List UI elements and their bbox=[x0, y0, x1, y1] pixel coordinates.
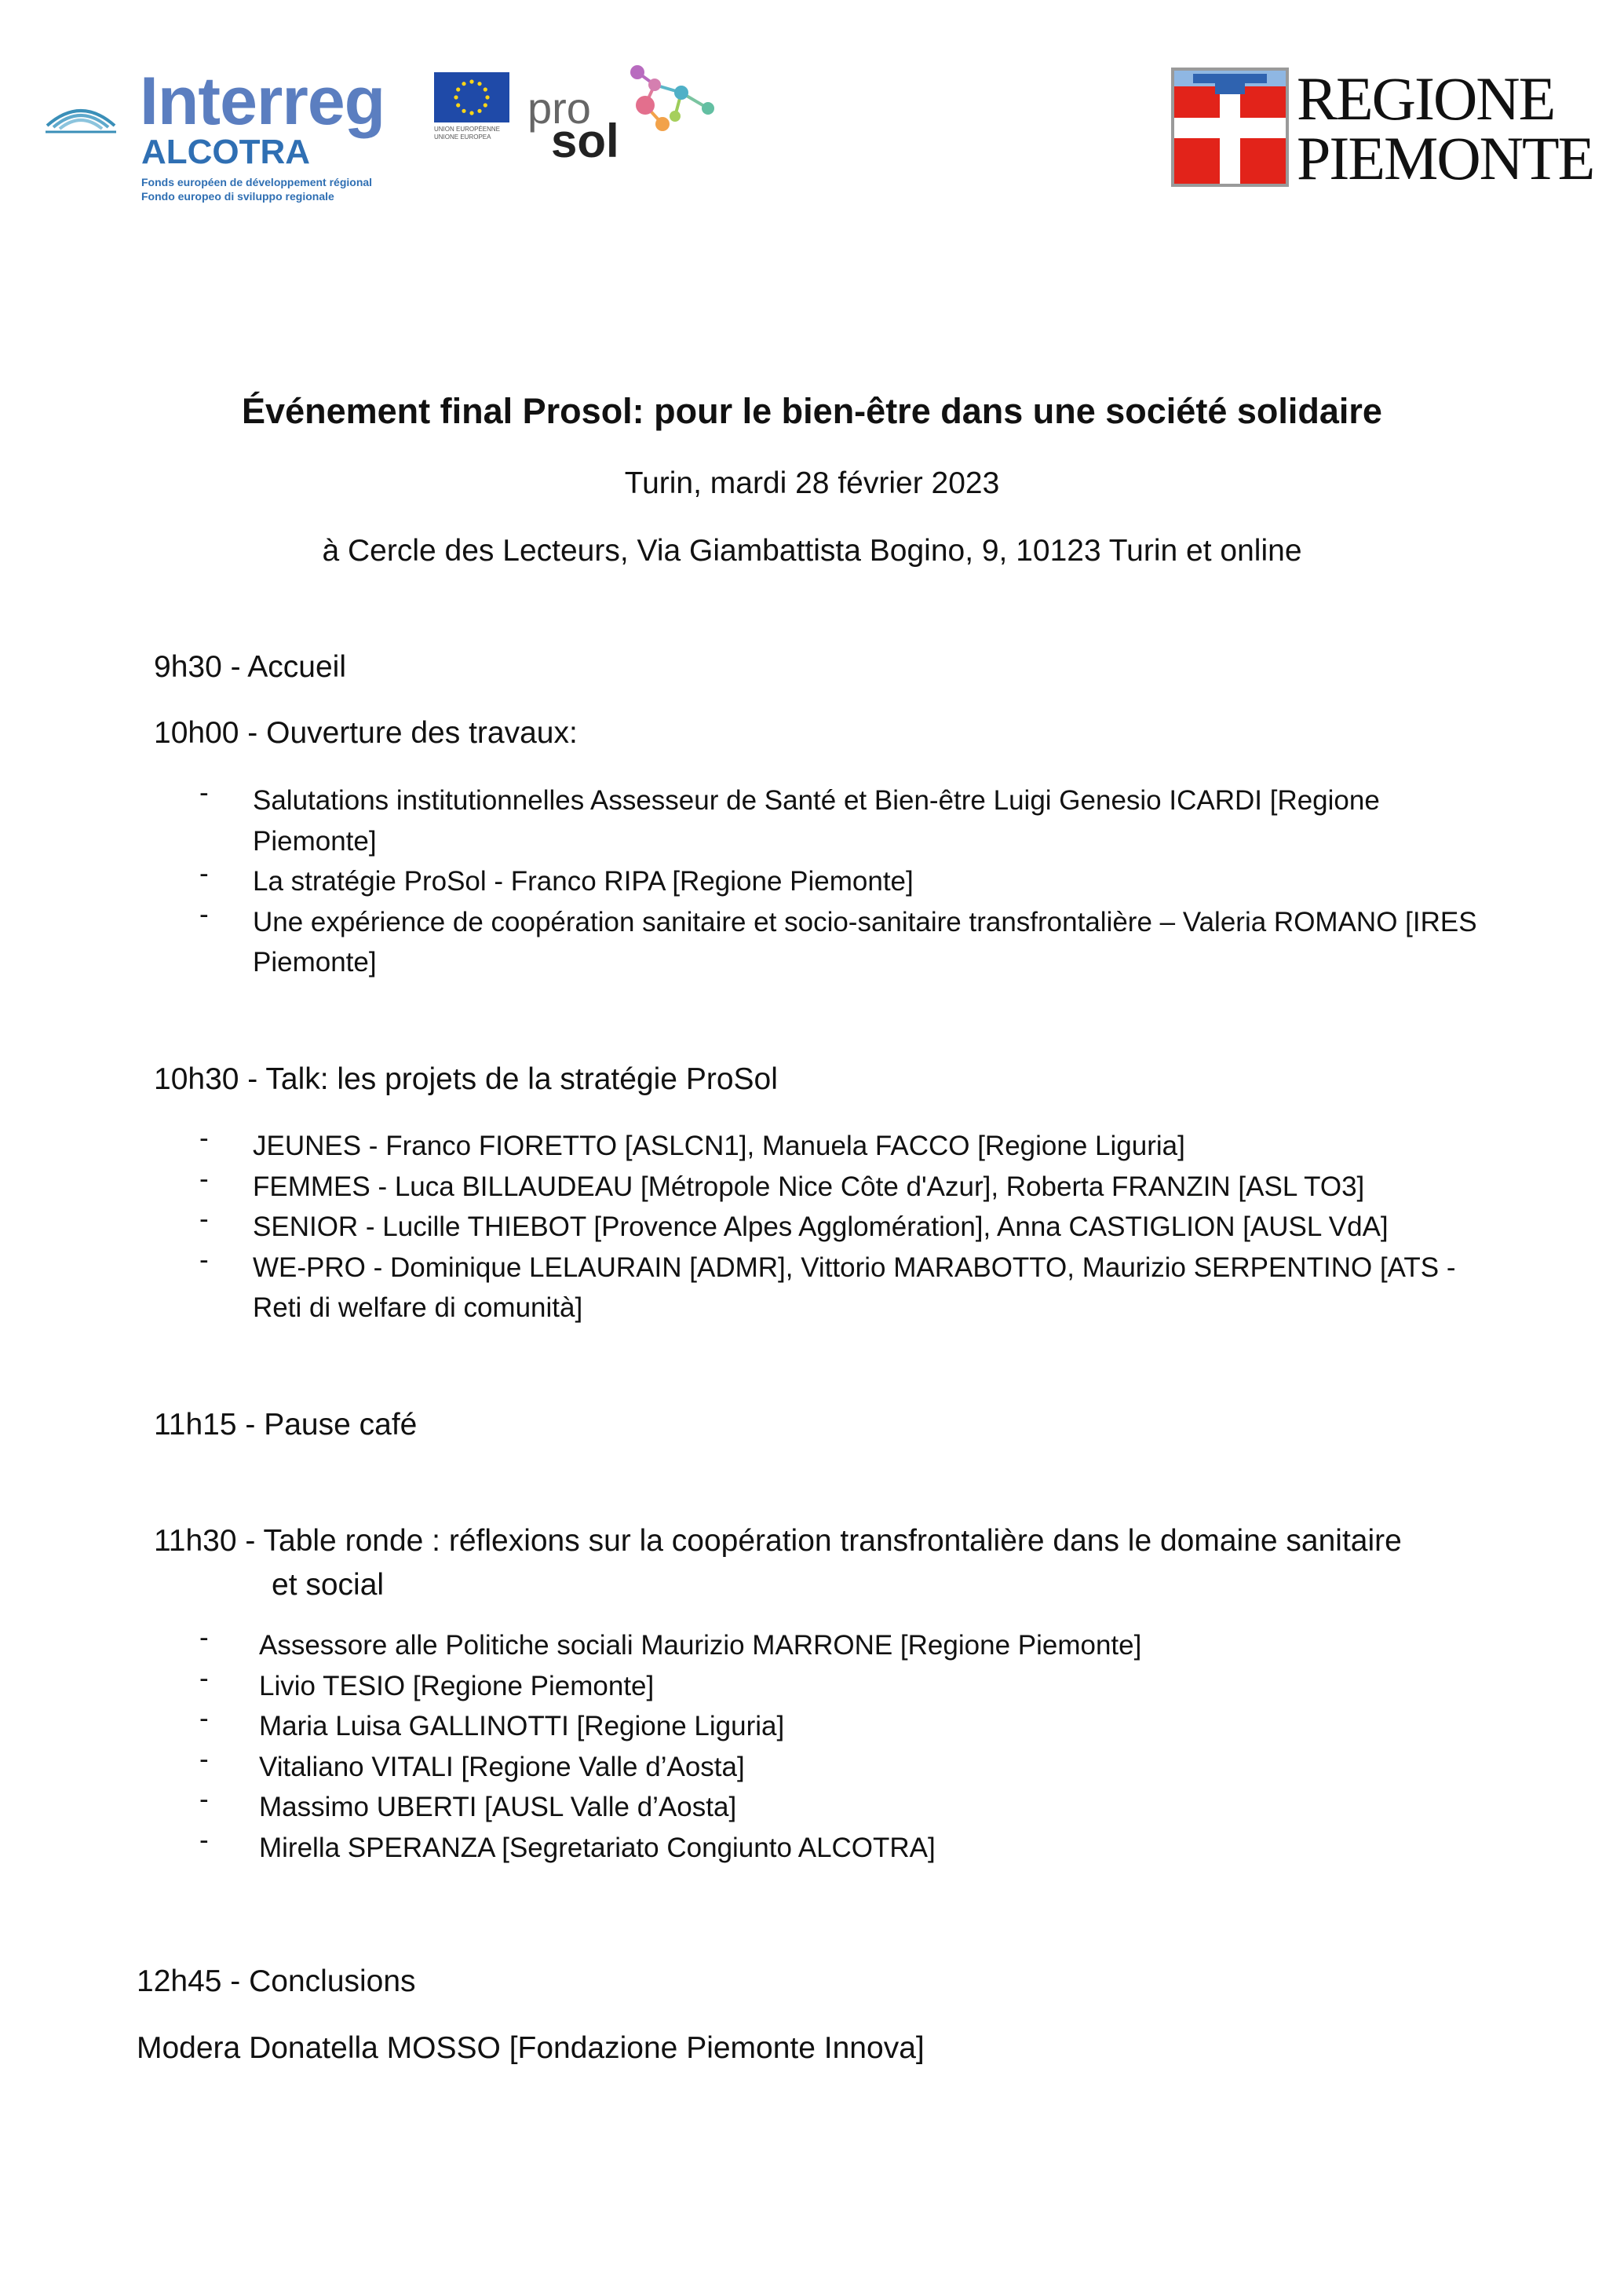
agenda-welcome: 9h30 - Accueil bbox=[154, 650, 346, 684]
agenda-break: 11h15 - Pause café bbox=[154, 1408, 418, 1442]
bullet-dash: - bbox=[199, 1703, 209, 1734]
talk-list bbox=[199, 1123, 1487, 1328]
bullet-dash: - bbox=[199, 1784, 209, 1814]
list-item-text: JEUNES - Franco FIORETTO [ASLCN1], Manuela FACCO [Regione Liguria] bbox=[253, 1131, 1185, 1161]
molecule-icon bbox=[614, 61, 732, 140]
regione-line: REGIONE bbox=[1297, 64, 1555, 133]
piemonte-line: PIEMONTE bbox=[1297, 124, 1594, 192]
list-item-text: SENIOR - Lucille THIEBOT [Provence Alpes Agglomération], Anna CASTIGLION [AUSL VdA] bbox=[253, 1211, 1389, 1242]
mountain-wave-icon bbox=[46, 91, 116, 138]
round-table-heading-line1: 11h30 - Table ronde : réflexions sur la coopération transfrontalière dans le domaine sanitaire bbox=[154, 1524, 1402, 1558]
agenda-round-table-heading bbox=[154, 1519, 1402, 1607]
list-item bbox=[199, 1784, 1487, 1828]
eu-flag-icon bbox=[434, 72, 509, 122]
list-item bbox=[199, 1743, 1487, 1788]
list-item bbox=[199, 1824, 1487, 1869]
bullet-dash: - bbox=[199, 1662, 209, 1694]
bullet-dash: - bbox=[199, 1244, 209, 1275]
list-item bbox=[199, 1123, 1487, 1167]
list-item bbox=[199, 858, 1487, 902]
eu-caption-fr: UNION EUROPÉENNE bbox=[434, 126, 501, 133]
list-item bbox=[199, 1163, 1487, 1208]
bullet-dash: - bbox=[199, 1163, 209, 1194]
prosol-logo bbox=[527, 61, 724, 171]
bullet-dash: - bbox=[199, 1824, 209, 1855]
list-item bbox=[199, 898, 1487, 983]
list-item-text: La stratégie ProSol - Franco RIPA [Regione Piemonte] bbox=[253, 866, 914, 897]
list-item-text: WE-PRO - Dominique LELAURAIN [ADMR], Vittorio MARABOTTO, Maurizio SERPENTINO [ATS - Reti di welfare di comunità] bbox=[253, 1252, 1456, 1323]
round-table-list bbox=[199, 1622, 1487, 1868]
list-item bbox=[199, 1703, 1487, 1747]
regione-piemonte-wordmark bbox=[1297, 64, 1594, 192]
prosol-sol-word: sol bbox=[551, 115, 619, 167]
bullet-dash: - bbox=[199, 898, 209, 930]
list-item-text: Mirella SPERANZA [Segretariato Congiunto ALCOTRA] bbox=[259, 1832, 936, 1863]
round-table-heading-line2: et social bbox=[272, 1568, 385, 1602]
fund-caption-it: Fondo europeo di sviluppo regionale bbox=[141, 190, 334, 203]
interreg-wordmark: Interreg bbox=[140, 64, 385, 139]
list-item-text: Livio TESIO [Regione Piemonte] bbox=[259, 1670, 655, 1701]
bullet-dash: - bbox=[199, 858, 209, 889]
event-title: Événement final Prosol: pour le bien-être dans une société solidaire bbox=[242, 391, 1382, 431]
list-item-text: Massimo UBERTI [AUSL Valle d’Aosta] bbox=[259, 1792, 737, 1822]
list-item-text: Maria Luisa GALLINOTTI [Regione Liguria] bbox=[259, 1711, 785, 1741]
bullet-dash: - bbox=[199, 1204, 209, 1234]
opening-list bbox=[199, 777, 1487, 983]
regione-piemonte-logo bbox=[1171, 64, 1594, 192]
moderator-line: Modera Donatella MOSSO [Fondazione Piemonte Innova] bbox=[137, 2031, 925, 2065]
bullet-dash: - bbox=[199, 777, 209, 808]
piemonte-shield-icon bbox=[1171, 68, 1289, 187]
eu-caption-it: UNIONE EUROPEA bbox=[434, 133, 491, 141]
list-item-text: Une expérience de coopération sanitaire et socio-sanitaire transfrontalière – Valeria ROMANO [IRES Piemonte] bbox=[253, 906, 1477, 978]
list-item bbox=[199, 1244, 1487, 1328]
agenda-talk-heading: 10h30 - Talk: les projets de la stratégie ProSol bbox=[154, 1062, 778, 1096]
bullet-dash: - bbox=[199, 1123, 209, 1153]
event-venue: à Cercle des Lecteurs, Via Giambattista Bogino, 9, 10123 Turin et online bbox=[322, 534, 1302, 568]
agenda-opening-heading: 10h00 - Ouverture des travaux: bbox=[154, 716, 578, 750]
bullet-dash: - bbox=[199, 1743, 209, 1774]
list-item-text: Assessore alle Politiche sociali Maurizio MARRONE [Regione Piemonte] bbox=[259, 1630, 1142, 1661]
list-item-text: Salutations institutionnelles Assesseur de Santé et Bien-être Luigi Genesio ICARDI [Regione Piemonte] bbox=[253, 785, 1380, 857]
list-item bbox=[199, 1622, 1487, 1666]
alcotra-wordmark: ALCOTRA bbox=[141, 133, 311, 171]
prosol-pro-word: pro bbox=[527, 83, 591, 133]
fund-caption-fr: Fonds européen de développement régional bbox=[141, 176, 373, 188]
interreg-alcotra-logo bbox=[46, 64, 414, 209]
bullet-dash: - bbox=[199, 1622, 209, 1653]
list-item-text: Vitaliano VITALI [Regione Valle d’Aosta] bbox=[259, 1751, 745, 1782]
list-item bbox=[199, 777, 1487, 861]
list-item bbox=[199, 1662, 1487, 1707]
event-date: Turin, mardi 28 février 2023 bbox=[624, 466, 1000, 500]
eu-caption bbox=[434, 126, 500, 141]
list-item-text: FEMMES - Luca BILLAUDEAU [Métropole Nice Côte d'Azur], Roberta FRANZIN [ASL TO3] bbox=[253, 1171, 1365, 1202]
agenda-conclusions: 12h45 - Conclusions bbox=[137, 1964, 416, 1998]
list-item bbox=[199, 1204, 1487, 1248]
